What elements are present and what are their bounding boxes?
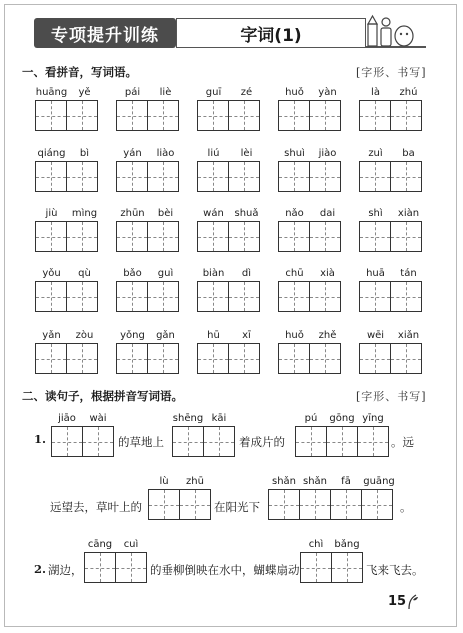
sentence-text: 飞来飞去。 xyxy=(366,563,424,577)
writing-cell[interactable] xyxy=(197,100,229,131)
writing-cell[interactable] xyxy=(197,161,229,192)
writing-cell[interactable] xyxy=(278,161,310,192)
pinyin: qiáng xyxy=(37,148,66,159)
page-number: 15 xyxy=(388,594,407,609)
writing-cell[interactable] xyxy=(66,161,98,192)
sentence-text: 。远 xyxy=(391,435,414,449)
writing-cell[interactable] xyxy=(359,221,391,252)
writing-cell[interactable] xyxy=(309,100,341,131)
title-box xyxy=(176,18,366,48)
writing-cell[interactable] xyxy=(116,281,148,312)
pinyin: yàn xyxy=(318,87,337,98)
pinyin: zòu xyxy=(75,330,94,341)
writing-cell[interactable] xyxy=(278,343,310,374)
pinyin: zuì xyxy=(368,148,383,159)
pinyin: cāng xyxy=(87,539,113,550)
writing-cell[interactable] xyxy=(309,343,341,374)
writing-cell[interactable] xyxy=(390,281,422,312)
writing-cell[interactable] xyxy=(179,489,211,520)
writing-cell[interactable] xyxy=(148,489,180,520)
pinyin: shēng xyxy=(172,413,204,424)
writing-cell[interactable] xyxy=(390,343,422,374)
writing-cell[interactable] xyxy=(147,343,179,374)
section1-heading: 一、看拼音，写词语。 xyxy=(22,65,137,79)
writing-cell[interactable] xyxy=(84,552,116,583)
pinyin: hū xyxy=(207,330,220,341)
pinyin: guāng xyxy=(363,476,395,487)
pinyin: bǎng xyxy=(334,539,360,550)
pinyin: huǒ xyxy=(285,87,304,98)
pinyin: xī xyxy=(242,330,251,341)
pinyin: pái xyxy=(124,87,141,98)
writing-cell[interactable] xyxy=(300,552,332,583)
pinyin: zhú xyxy=(399,87,418,98)
writing-cell[interactable] xyxy=(147,100,179,131)
pinyin: yīng xyxy=(362,413,384,424)
sentence2-number: 2. xyxy=(34,562,47,576)
writing-cell[interactable] xyxy=(228,100,260,131)
pinyin: dì xyxy=(241,268,252,279)
writing-cell[interactable] xyxy=(115,552,147,583)
writing-cell[interactable] xyxy=(309,281,341,312)
pinyin: ba xyxy=(402,148,415,159)
writing-cell[interactable] xyxy=(116,343,148,374)
pinyin: bì xyxy=(79,148,90,159)
pinyin: liè xyxy=(159,87,172,98)
sprout-icon xyxy=(405,592,419,610)
pinyin: liào xyxy=(156,148,175,159)
pinyin: wēi xyxy=(366,330,385,341)
pinyin: huāng xyxy=(35,87,68,98)
writing-cell[interactable] xyxy=(66,281,98,312)
pinyin: shuì xyxy=(284,148,305,159)
pinyin: fā xyxy=(341,476,351,487)
pinyin: chì xyxy=(308,539,324,550)
writing-cell[interactable] xyxy=(390,161,422,192)
pinyin: yǎn xyxy=(42,330,61,341)
pinyin: guì xyxy=(157,268,174,279)
pinyin: liú xyxy=(207,148,220,159)
sentence-text: 的垂柳倒映在水中，蝴蝶扇动 xyxy=(150,563,300,577)
pinyin: qù xyxy=(78,268,91,279)
pinyin: pú xyxy=(304,413,318,424)
writing-cell[interactable] xyxy=(82,426,114,457)
writing-cell[interactable] xyxy=(197,343,229,374)
writing-cell[interactable] xyxy=(35,281,67,312)
writing-cell[interactable] xyxy=(357,426,389,457)
pinyin: tán xyxy=(400,268,417,279)
writing-cell[interactable] xyxy=(359,100,391,131)
pinyin: nǎo xyxy=(285,208,304,219)
sentence-text: 远望去，草叶上的 xyxy=(50,500,142,514)
writing-cell[interactable] xyxy=(309,161,341,192)
pinyin: xià xyxy=(320,268,335,279)
writing-cell[interactable] xyxy=(147,221,179,252)
writing-cell[interactable] xyxy=(309,221,341,252)
writing-cell[interactable] xyxy=(203,426,235,457)
section2-heading: 二、读句子，根据拼音写词语。 xyxy=(22,389,183,403)
writing-cell[interactable] xyxy=(197,281,229,312)
writing-cell[interactable] xyxy=(35,161,67,192)
page-title: 字词(1) xyxy=(240,25,302,46)
writing-cell[interactable] xyxy=(228,281,260,312)
writing-cell[interactable] xyxy=(361,489,393,520)
writing-cell[interactable] xyxy=(147,161,179,192)
pinyin: guī xyxy=(205,87,222,98)
pinyin: bǎo xyxy=(123,268,142,279)
writing-cell[interactable] xyxy=(359,281,391,312)
pinyin: huǒ xyxy=(285,330,304,341)
writing-cell[interactable] xyxy=(51,426,83,457)
writing-cell[interactable] xyxy=(172,426,204,457)
writing-cell[interactable] xyxy=(278,221,310,252)
pinyin: zhū xyxy=(186,476,204,487)
pinyin: xiàn xyxy=(397,208,420,219)
sentence-text: 着成片的 xyxy=(239,435,285,449)
writing-cell[interactable] xyxy=(35,221,67,252)
pinyin: lèi xyxy=(240,148,253,159)
writing-cell[interactable] xyxy=(35,100,67,131)
pinyin: jiù xyxy=(45,208,58,219)
writing-cell[interactable] xyxy=(116,161,148,192)
writing-cell[interactable] xyxy=(66,343,98,374)
writing-cell[interactable] xyxy=(228,221,260,252)
writing-cell[interactable] xyxy=(197,221,229,252)
writing-cell[interactable] xyxy=(295,426,327,457)
writing-cell[interactable] xyxy=(35,343,67,374)
writing-cell[interactable] xyxy=(326,426,358,457)
section1-tag: [字形、书写] xyxy=(356,66,427,79)
writing-cell[interactable] xyxy=(116,100,148,131)
writing-cell[interactable] xyxy=(330,489,362,520)
writing-cell[interactable] xyxy=(66,221,98,252)
section2-tag: [字形、书写] xyxy=(356,390,427,403)
pinyin: yě xyxy=(78,87,91,98)
pinyin: shuǎ xyxy=(234,208,259,219)
pinyin: jiào xyxy=(318,148,337,159)
pinyin: gōng xyxy=(329,413,355,424)
writing-cell[interactable] xyxy=(278,100,310,131)
pinyin: wán xyxy=(203,208,224,219)
pinyin: lù xyxy=(159,476,169,487)
pinyin: wài xyxy=(89,413,107,424)
sentence-text: 在阳光下 xyxy=(214,500,260,514)
pinyin: shì xyxy=(368,208,383,219)
writing-cell[interactable] xyxy=(66,100,98,131)
pinyin: jiāo xyxy=(58,413,76,424)
writing-cell[interactable] xyxy=(299,489,331,520)
sentence-text: 的草地上 xyxy=(118,435,164,449)
writing-cell[interactable] xyxy=(116,221,148,252)
writing-cell[interactable] xyxy=(147,281,179,312)
pinyin: shǎn xyxy=(271,476,296,487)
pinyin: zé xyxy=(240,87,253,98)
writing-cell[interactable] xyxy=(228,343,260,374)
pinyin: huā xyxy=(366,268,385,279)
pinyin: yǒng xyxy=(120,330,145,341)
sentence-text: 湖边， xyxy=(48,563,83,577)
pinyin: zhě xyxy=(318,330,337,341)
writing-cell[interactable] xyxy=(359,161,391,192)
sentence1-number: 1. xyxy=(34,432,47,446)
writing-cell[interactable] xyxy=(390,100,422,131)
pinyin: dai xyxy=(319,208,336,219)
pinyin: shǎn xyxy=(302,476,327,487)
pinyin: yán xyxy=(123,148,142,159)
sentence-text: 。 xyxy=(400,500,412,514)
pinyin: là xyxy=(371,87,380,98)
writing-cell[interactable] xyxy=(331,552,363,583)
pinyin: xiǎn xyxy=(397,330,420,341)
writing-cell[interactable] xyxy=(359,343,391,374)
pinyin: chū xyxy=(285,268,304,279)
banner: 专项提升训练 xyxy=(34,18,176,48)
pinyin: gǎn xyxy=(156,330,175,341)
pinyin: bèi xyxy=(157,208,174,219)
writing-cell[interactable] xyxy=(390,221,422,252)
pinyin: cuì xyxy=(123,539,139,550)
writing-cell[interactable] xyxy=(268,489,300,520)
pinyin: kāi xyxy=(211,413,227,424)
pinyin: zhūn xyxy=(120,208,145,219)
writing-cell[interactable] xyxy=(228,161,260,192)
pinyin: biàn xyxy=(202,268,225,279)
writing-cell[interactable] xyxy=(278,281,310,312)
pinyin: yǒu xyxy=(42,268,61,279)
pinyin: mìng xyxy=(71,208,98,219)
pencil-eraser-decoration-icon xyxy=(362,14,416,48)
